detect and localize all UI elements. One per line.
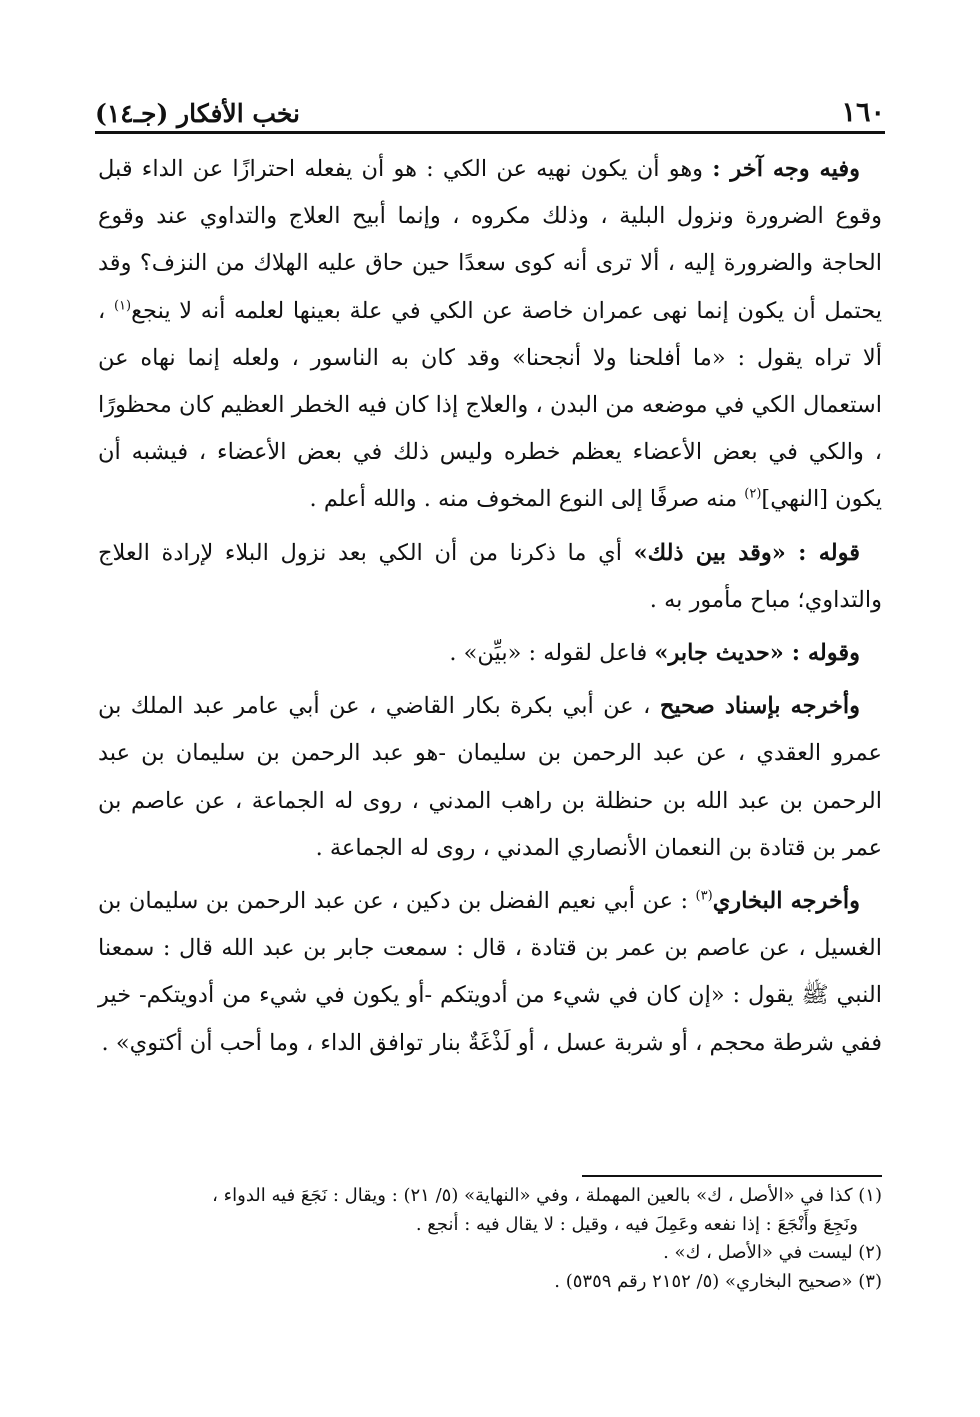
paragraph-commentary-2 — [98, 630, 882, 677]
footnote-reference-1[interactable]: (١) — [113, 298, 132, 314]
footnote-1-continued: ونَجِعَ وأَنْجَعَ : إذا نفعه وعَمِلَ فيه ، وقيل : لا يقال فيه : أنجع . — [415, 1213, 858, 1235]
paragraph-bukhari — [98, 878, 882, 1067]
footnote-1: (١) كذا في «الأصل ، ك» بالعين المهملة ، وفي «النهاية» (٥/ ٢١) : ويقال : نَجَعَ فيه الدواء ، — [212, 1185, 882, 1206]
main-text — [98, 146, 882, 1073]
paragraph-lead: قوله : «وقد بين ذلك» — [633, 539, 860, 566]
paragraph-lead: وفيه وجه آخر : — [712, 156, 860, 182]
paragraph-text: ، ألا تراه يقول : «ما أفلحنا ولا أنجحنا» وقد كان به الناسور ، ولعله إنما نهاه عن استعمال الكي في موضعه من البدن ، والعلاج إذا كان فيه الخطر العظيم كان محظورًا ، والكي في بعض الأعضاء يعظم خطره وليس ذلك في بعض الأعضاء ، فيشبه أن يكون [النهي] — [98, 297, 882, 513]
paragraph-text: ، عن أبي بكرة بكار القاضي ، عن أبي عامر عبد الملك بن عمرو العقدي ، عن عبد الرحمن بن سليمان -هو عبد الرحمن بن سليمان بن عبد الرحمن بن عبد الله بن حنظلة بن راهب المدني ، روى له الجماعة ، عن عاصم بن عمر بن قتادة بن النعمان الأنصاري المدني ، روى له الجماعة . — [98, 693, 882, 861]
paragraph-text: فاعل لقوله : «بيِّن» . — [449, 640, 655, 667]
footnote-divider — [582, 1175, 882, 1177]
paragraph-text: وهو أن يكون نهيه عن الكي : هو أن يفعله احترازًا عن الداء قبل وقوع الضرورة ونزول البلية ، وذلك مكروه ، وإنما أبيح العلاج والتداوي عند وقوع الحاجة والضرورة إليه ، ألا ترى أنه كوى سعدًا حين حاق عليه الهلاك من النزف؟ وقد يحتمل أن يكون إنما نهى عمران خاصة عن الكي في علة بعينها لعلمه أنه لا ينجع — [98, 156, 882, 324]
paragraph-lead: وأخرجه بإسناد صحيح — [659, 693, 861, 720]
paragraph-lead: وقوله : «حديث جابر» — [654, 640, 860, 667]
paragraph-commentary-1 — [98, 530, 882, 624]
footnote-2: (٢) ليست في «الأصل ، ك» . — [663, 1242, 882, 1263]
paragraph-another-aspect — [98, 146, 882, 524]
footnote-reference-2[interactable]: (٢) — [744, 486, 762, 502]
paragraph-isnad — [98, 683, 882, 872]
header-divider — [95, 131, 885, 134]
paragraph-text: منه صرفًا إلى النوع المخوف منه . والله أعلم . — [309, 486, 745, 513]
footnote-3: (٣) «صحيح البخاري» (٥/ ٢١٥٢ رقم ٥٣٥٩) . — [554, 1270, 882, 1292]
paragraph-lead: وأخرجه البخاري — [712, 888, 860, 915]
running-title: نخب الأفكار (جـ١٤) — [95, 99, 301, 128]
paragraph-text: أي ما ذكرنا من أن الكي بعد نزول البلاء لإرادة العلاج والتداوي؛ مباح مأمور به . — [98, 539, 882, 613]
page-number: ١٦٠ — [841, 97, 885, 128]
footnote-reference-3[interactable]: (٣) — [695, 888, 713, 904]
page-header — [95, 86, 885, 128]
footnotes — [98, 1182, 882, 1296]
paragraph-text: : عن أبي نعيم الفضل بن دكين ، عن عبد الرحمن بن سليمان بن الغسيل ، عن عاصم بن عمر بن قتادة ، قال : سمعت جابر بن عبد الله قال : سمعنا النبي ﷺ يقول : «إن كان في شيء من أدويتكم -أو يكون في شيء من أدويتكم- خير ففي شرطة محجم ، أو شربة عسل ، أو لَذْغَةٌ بنار توافق الداء ، وما أحب أن أكتوي» . — [98, 888, 882, 1056]
